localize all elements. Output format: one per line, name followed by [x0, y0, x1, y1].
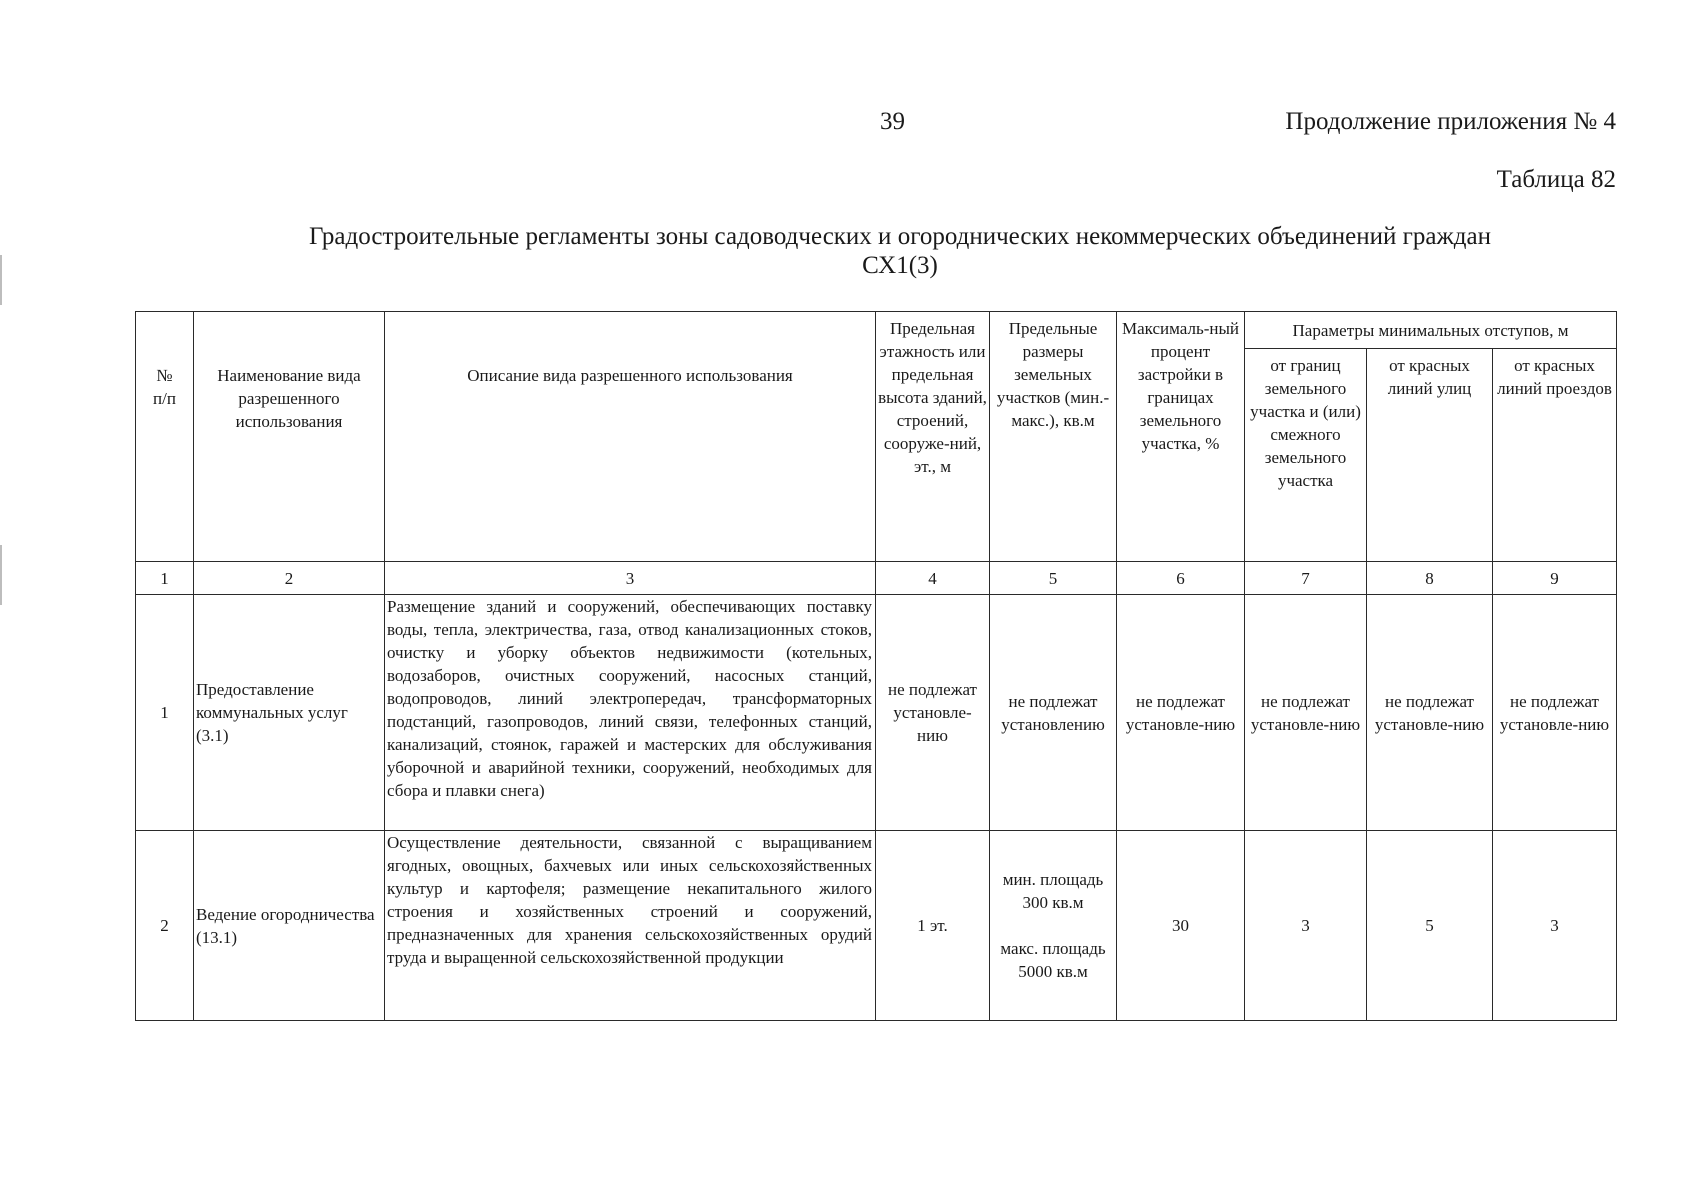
header-setback-streets: от красных линий улиц [1367, 349, 1493, 562]
document-title [220, 222, 1580, 280]
table-row [136, 595, 1617, 831]
plot-size-max: макс. площадь 5000 кв.м [1000, 939, 1106, 981]
column-number: 1 [136, 562, 194, 595]
row-floors: 1 эт. [876, 831, 990, 1021]
header-name: Наименование вида разрешенного использования [194, 312, 385, 562]
table-label: Таблица 82 [1496, 166, 1616, 193]
appendix-note: Продолжение приложения № 4 [1285, 108, 1616, 135]
header-description: Описание вида разрешенного использования [385, 312, 876, 562]
header-setback-passages: от красных линий проездов [1493, 349, 1617, 562]
column-number: 7 [1245, 562, 1367, 595]
row-description: Осуществление деятельности, связанной с выращиванием ягодных, овощных, бахчевых или иных сельскохозяйственных культур и картофеля; размещение некапитального жилого строения и хозяйственных строений и сооружений, предназначенных для хранения сельскохозяйственных орудий труда и выращенной сельскохозяйственной продукции [385, 831, 876, 1021]
row-name: Ведение огородничества (13.1) [194, 831, 385, 1021]
row-num: 2 [136, 831, 194, 1021]
row-plot-size: не подлежат установлению [990, 595, 1117, 831]
header-setback-plot: от границ земельного участка и (или) смежного земельного участка [1245, 349, 1367, 562]
column-number: 8 [1367, 562, 1493, 595]
plot-size-gap [992, 914, 1114, 937]
header-floors: Предельная этажность или предельная высота зданий, строений, сооруже-ний, эт., м [876, 312, 990, 562]
title-line-2: СХ1(3) [862, 252, 938, 279]
column-number: 2 [194, 562, 385, 595]
scan-edge-mark [0, 255, 2, 305]
column-number: 5 [990, 562, 1117, 595]
row-coverage: 30 [1117, 831, 1245, 1021]
row-setback-passages: не подлежат установле-нию [1493, 595, 1617, 831]
header-plot-size: Предельные размеры земельных участков (мин.-макс.), кв.м [990, 312, 1117, 562]
column-number: 6 [1117, 562, 1245, 595]
column-number: 9 [1493, 562, 1617, 595]
row-setback-plot: 3 [1245, 831, 1367, 1021]
column-number-row [136, 562, 1617, 595]
header-setbacks-group: Параметры минимальных отступов, м [1245, 312, 1617, 349]
row-coverage: не подлежат установле-нию [1117, 595, 1245, 831]
title-line-1: Градостроительные регламенты зоны садоводческих и огороднических некоммерческих объединений граждан [309, 223, 1491, 250]
row-name: Предоставление коммунальных услуг (3.1) [194, 595, 385, 831]
header-num: № п/п [136, 312, 194, 562]
row-setback-plot: не подлежат установле-нию [1245, 595, 1367, 831]
row-setback-streets: 5 [1367, 831, 1493, 1021]
row-plot-size [990, 831, 1117, 1021]
scan-edge-mark [0, 545, 2, 605]
regulations-table [135, 311, 1617, 1021]
row-num: 1 [136, 595, 194, 831]
row-description: Размещение зданий и сооружений, обеспечивающих поставку воды, тепла, электричества, газа, отвод канализационных стоков, очистку и уборку объектов недвижимости (котельных, водозаборов, очистных сооружений, насосных станций, водопроводов, линий электропередач, трансформаторных подстанций, газопроводов, линий связи, телефонных станций, канализаций, стоянок, гаражей и мастерских для обслуживания уборочной и аварийной техники, сооружений, необходимых для сбора и плавки снега) [385, 595, 876, 831]
header-row-top [136, 312, 1617, 349]
column-number: 3 [385, 562, 876, 595]
page-number: 39 [880, 108, 905, 135]
plot-size-min: мин. площадь 300 кв.м [1002, 870, 1104, 912]
row-setback-streets: не подлежат установле-нию [1367, 595, 1493, 831]
row-setback-passages: 3 [1493, 831, 1617, 1021]
column-number: 4 [876, 562, 990, 595]
header-coverage: Максималь-ный процент застройки в границах земельного участка, % [1117, 312, 1245, 562]
table-row [136, 831, 1617, 1021]
row-floors: не подлежат установле-нию [876, 595, 990, 831]
